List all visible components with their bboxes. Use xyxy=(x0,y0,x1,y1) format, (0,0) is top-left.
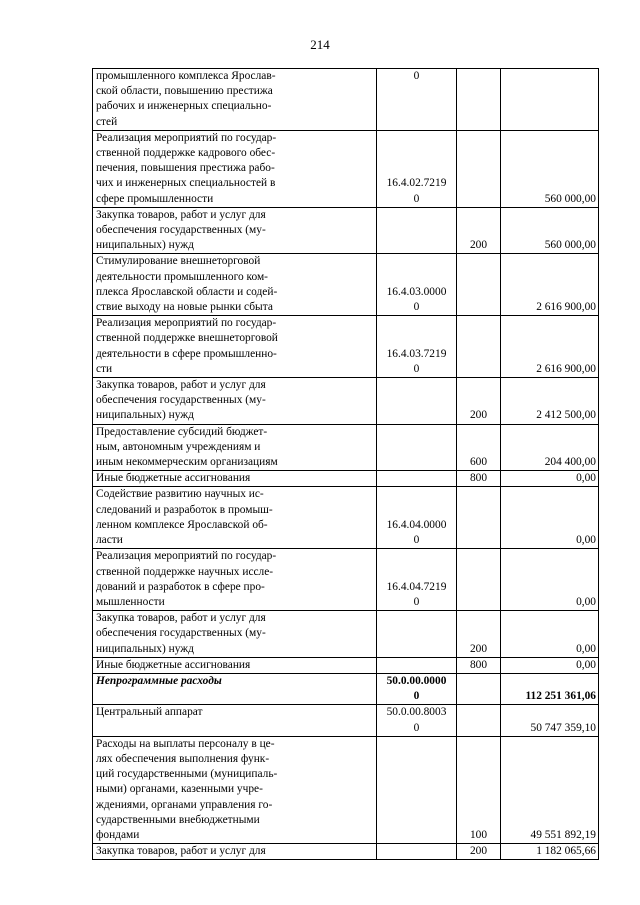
target-code-line: 16.4.02.7219 xyxy=(386,177,447,190)
expense-type-cell xyxy=(457,69,501,131)
amount-cell: 50 747 359,10 xyxy=(501,705,599,736)
target-code-line: 16.4.03.0000 xyxy=(386,285,447,298)
expense-type-cell xyxy=(457,487,501,549)
expense-name-line: плекса Ярославской области и содей- xyxy=(96,285,278,298)
table-row xyxy=(93,207,599,254)
expense-name-cell xyxy=(93,207,377,254)
expense-name-line: сфере промышленности xyxy=(96,192,214,205)
expense-name-line: сти xyxy=(96,362,113,375)
table-row xyxy=(93,378,599,425)
amount-cell: 49 551 892,19 xyxy=(501,736,599,843)
expense-name-cell xyxy=(93,378,377,425)
target-code-cell xyxy=(377,611,457,658)
expense-name-cell xyxy=(93,130,377,207)
expense-name-line: промышленного комплекса Ярослав- xyxy=(96,70,276,82)
expense-type-cell xyxy=(457,705,501,736)
expense-name-line: лях обеспечения выполнения функ- xyxy=(96,752,270,765)
target-code-line: 0 xyxy=(413,721,420,734)
expense-type-cell xyxy=(457,673,501,704)
expense-name-cell xyxy=(93,611,377,658)
expense-name-line: ственной поддержке кадрового обес- xyxy=(96,147,276,160)
target-code-cell xyxy=(377,69,457,131)
target-code-line: 50.0.00.8003 xyxy=(386,706,447,719)
expense-name-cell xyxy=(93,549,377,611)
target-code-cell xyxy=(377,254,457,316)
expense-type-cell: 200 xyxy=(457,611,501,658)
target-code-cell xyxy=(377,207,457,254)
table-row xyxy=(93,657,599,673)
target-code-cell xyxy=(377,316,457,378)
amount-cell: 0,00 xyxy=(501,657,599,673)
expense-name-line: Закупка товаров, работ и услуг для xyxy=(96,379,266,392)
target-code-line: 0 xyxy=(413,534,420,547)
expense-name-cell xyxy=(93,736,377,843)
target-code-line: 0 xyxy=(413,690,420,703)
expense-type-cell: 800 xyxy=(457,657,501,673)
target-code-line: 0 xyxy=(413,301,420,314)
target-code-cell xyxy=(377,424,457,471)
expense-type-cell: 200 xyxy=(457,844,501,860)
amount-cell: 560 000,00 xyxy=(501,130,599,207)
expense-name-line: обеспечения государственных (му- xyxy=(96,224,266,237)
expense-name-cell xyxy=(93,69,377,131)
expense-name-line: деятельности промышленного ком- xyxy=(96,270,268,283)
expense-name-cell xyxy=(93,705,377,736)
expense-name-line: следований и разработок в промыш- xyxy=(96,503,273,516)
expense-name-line: Расходы на выплаты персоналу в це- xyxy=(96,737,275,750)
expense-name-line: Содействие развитию научных ис- xyxy=(96,488,264,501)
amount-cell: 204 400,00 xyxy=(501,424,599,471)
target-code-cell xyxy=(377,844,457,860)
page-number: 214 xyxy=(310,37,330,52)
target-code-line: 0 xyxy=(413,595,420,608)
expense-name-line: фондами xyxy=(96,828,140,841)
expense-name-cell xyxy=(93,471,377,487)
amount-cell: 1 182 065,66 xyxy=(501,844,599,860)
amount-cell: 112 251 361,06 xyxy=(501,673,599,704)
expense-name-cell xyxy=(93,424,377,471)
expense-name-line: ственной поддержке внешнеторговой xyxy=(96,332,278,345)
expense-name-line: ственной поддержке научных иссле- xyxy=(96,565,274,578)
expense-name-cell xyxy=(93,657,377,673)
expense-name-line: Закупка товаров, работ и услуг для xyxy=(96,845,266,858)
expense-name-line: обеспечения государственных (му- xyxy=(96,394,266,407)
target-code-cell xyxy=(377,736,457,843)
expense-name-line: чих и инженерных специальностей в xyxy=(96,177,276,190)
table-row xyxy=(93,844,599,860)
expense-name-line: мышленности xyxy=(96,595,165,608)
expense-name-line: Иные бюджетные ассигнования xyxy=(96,658,251,671)
expense-name-line: Реализация мероприятий по государ- xyxy=(96,550,277,563)
expense-name-line: Стимулирование внешнеторговой xyxy=(96,255,261,268)
table-row xyxy=(93,69,599,131)
amount-cell: 0,00 xyxy=(501,611,599,658)
expense-name-line: обеспечения государственных (му- xyxy=(96,627,266,640)
expense-type-cell: 100 xyxy=(457,736,501,843)
amount-cell: 0,00 xyxy=(501,487,599,549)
target-code-cell xyxy=(377,130,457,207)
expense-type-cell xyxy=(457,316,501,378)
target-code-line: 16.4.04.0000 xyxy=(386,518,447,531)
table-row xyxy=(93,611,599,658)
expense-name-line: деятельности в сфере промышленно- xyxy=(96,347,277,360)
expense-type-cell xyxy=(457,549,501,611)
budget-table-body xyxy=(93,69,599,860)
table-row xyxy=(93,673,599,704)
expense-type-cell xyxy=(457,254,501,316)
expense-name-line: сударственными внебюджетными xyxy=(96,813,260,826)
expense-name-line: ждениями, органами управления го- xyxy=(96,798,273,811)
target-code-line: 0 xyxy=(413,362,420,375)
table-row xyxy=(93,424,599,471)
target-code-line: 0 xyxy=(413,70,420,82)
expense-name-line: ской области, повышению престижа xyxy=(96,85,273,98)
expense-name-line: дований и разработок в сфере про- xyxy=(96,580,265,593)
target-code-cell xyxy=(377,705,457,736)
expense-name-line: ным, автономным учреждениям и xyxy=(96,440,261,453)
amount-cell: 2 412 500,00 xyxy=(501,378,599,425)
expense-name-line: ций государственными (муниципаль- xyxy=(96,768,278,781)
table-row xyxy=(93,549,599,611)
budget-table xyxy=(92,68,599,860)
expense-name-line: Непрограммные расходы xyxy=(96,674,222,687)
expense-type-cell: 800 xyxy=(457,471,501,487)
expense-name-line: ленном комплексе Ярославской об- xyxy=(96,518,268,531)
table-row xyxy=(93,705,599,736)
expense-name-line: Предоставление субсидий бюджет- xyxy=(96,425,268,438)
amount-cell: 2 616 900,00 xyxy=(501,254,599,316)
expense-name-line: ниципальных) нужд xyxy=(96,642,194,655)
expense-type-cell: 200 xyxy=(457,378,501,425)
expense-name-line: стей xyxy=(96,115,118,128)
target-code-line: 0 xyxy=(413,192,420,205)
expense-type-cell: 200 xyxy=(457,207,501,254)
table-row xyxy=(93,316,599,378)
target-code-cell xyxy=(377,673,457,704)
target-code-cell xyxy=(377,471,457,487)
expense-name-cell xyxy=(93,487,377,549)
amount-cell: 0,00 xyxy=(501,471,599,487)
target-code-line: 16.4.03.7219 xyxy=(386,347,447,360)
target-code-line: 50.0.00.0000 xyxy=(386,674,447,687)
expense-name-line: печения, повышения престижа рабо- xyxy=(96,162,275,175)
expense-name-line: рабочих и инженерных специально- xyxy=(96,100,272,113)
expense-name-line: Реализация мероприятий по государ- xyxy=(96,131,277,144)
table-row xyxy=(93,736,599,843)
amount-cell: 2 616 900,00 xyxy=(501,316,599,378)
expense-type-cell xyxy=(457,130,501,207)
expense-name-line: иным некоммерческим организациям xyxy=(96,456,278,469)
expense-name-line: ниципальных) нужд xyxy=(96,239,194,252)
expense-name-line: Закупка товаров, работ и услуг для xyxy=(96,208,266,221)
amount-cell: 0,00 xyxy=(501,549,599,611)
target-code-cell xyxy=(377,657,457,673)
amount-cell xyxy=(501,69,599,131)
expense-name-line: ными) органами, казенными учре- xyxy=(96,783,263,796)
amount-cell: 560 000,00 xyxy=(501,207,599,254)
expense-name-cell xyxy=(93,673,377,704)
target-code-cell xyxy=(377,487,457,549)
expense-name-line: Закупка товаров, работ и услуг для xyxy=(96,612,266,625)
table-row xyxy=(93,487,599,549)
expense-name-line: Реализация мероприятий по государ- xyxy=(96,317,277,330)
expense-type-cell: 600 xyxy=(457,424,501,471)
table-row xyxy=(93,254,599,316)
expense-name-line: ласти xyxy=(96,534,123,547)
expense-name-cell xyxy=(93,844,377,860)
expense-name-line: ниципальных) нужд xyxy=(96,409,194,422)
target-code-cell xyxy=(377,378,457,425)
expense-name-line: Иные бюджетные ассигнования xyxy=(96,472,251,485)
expense-name-cell xyxy=(93,316,377,378)
table-row xyxy=(93,130,599,207)
target-code-cell xyxy=(377,549,457,611)
expense-name-cell xyxy=(93,254,377,316)
expense-name-line: Центральный аппарат xyxy=(96,706,203,719)
target-code-line: 16.4.04.7219 xyxy=(386,580,447,593)
table-row xyxy=(93,471,599,487)
expense-name-line: ствие выходу на новые рынки сбыта xyxy=(96,301,273,314)
